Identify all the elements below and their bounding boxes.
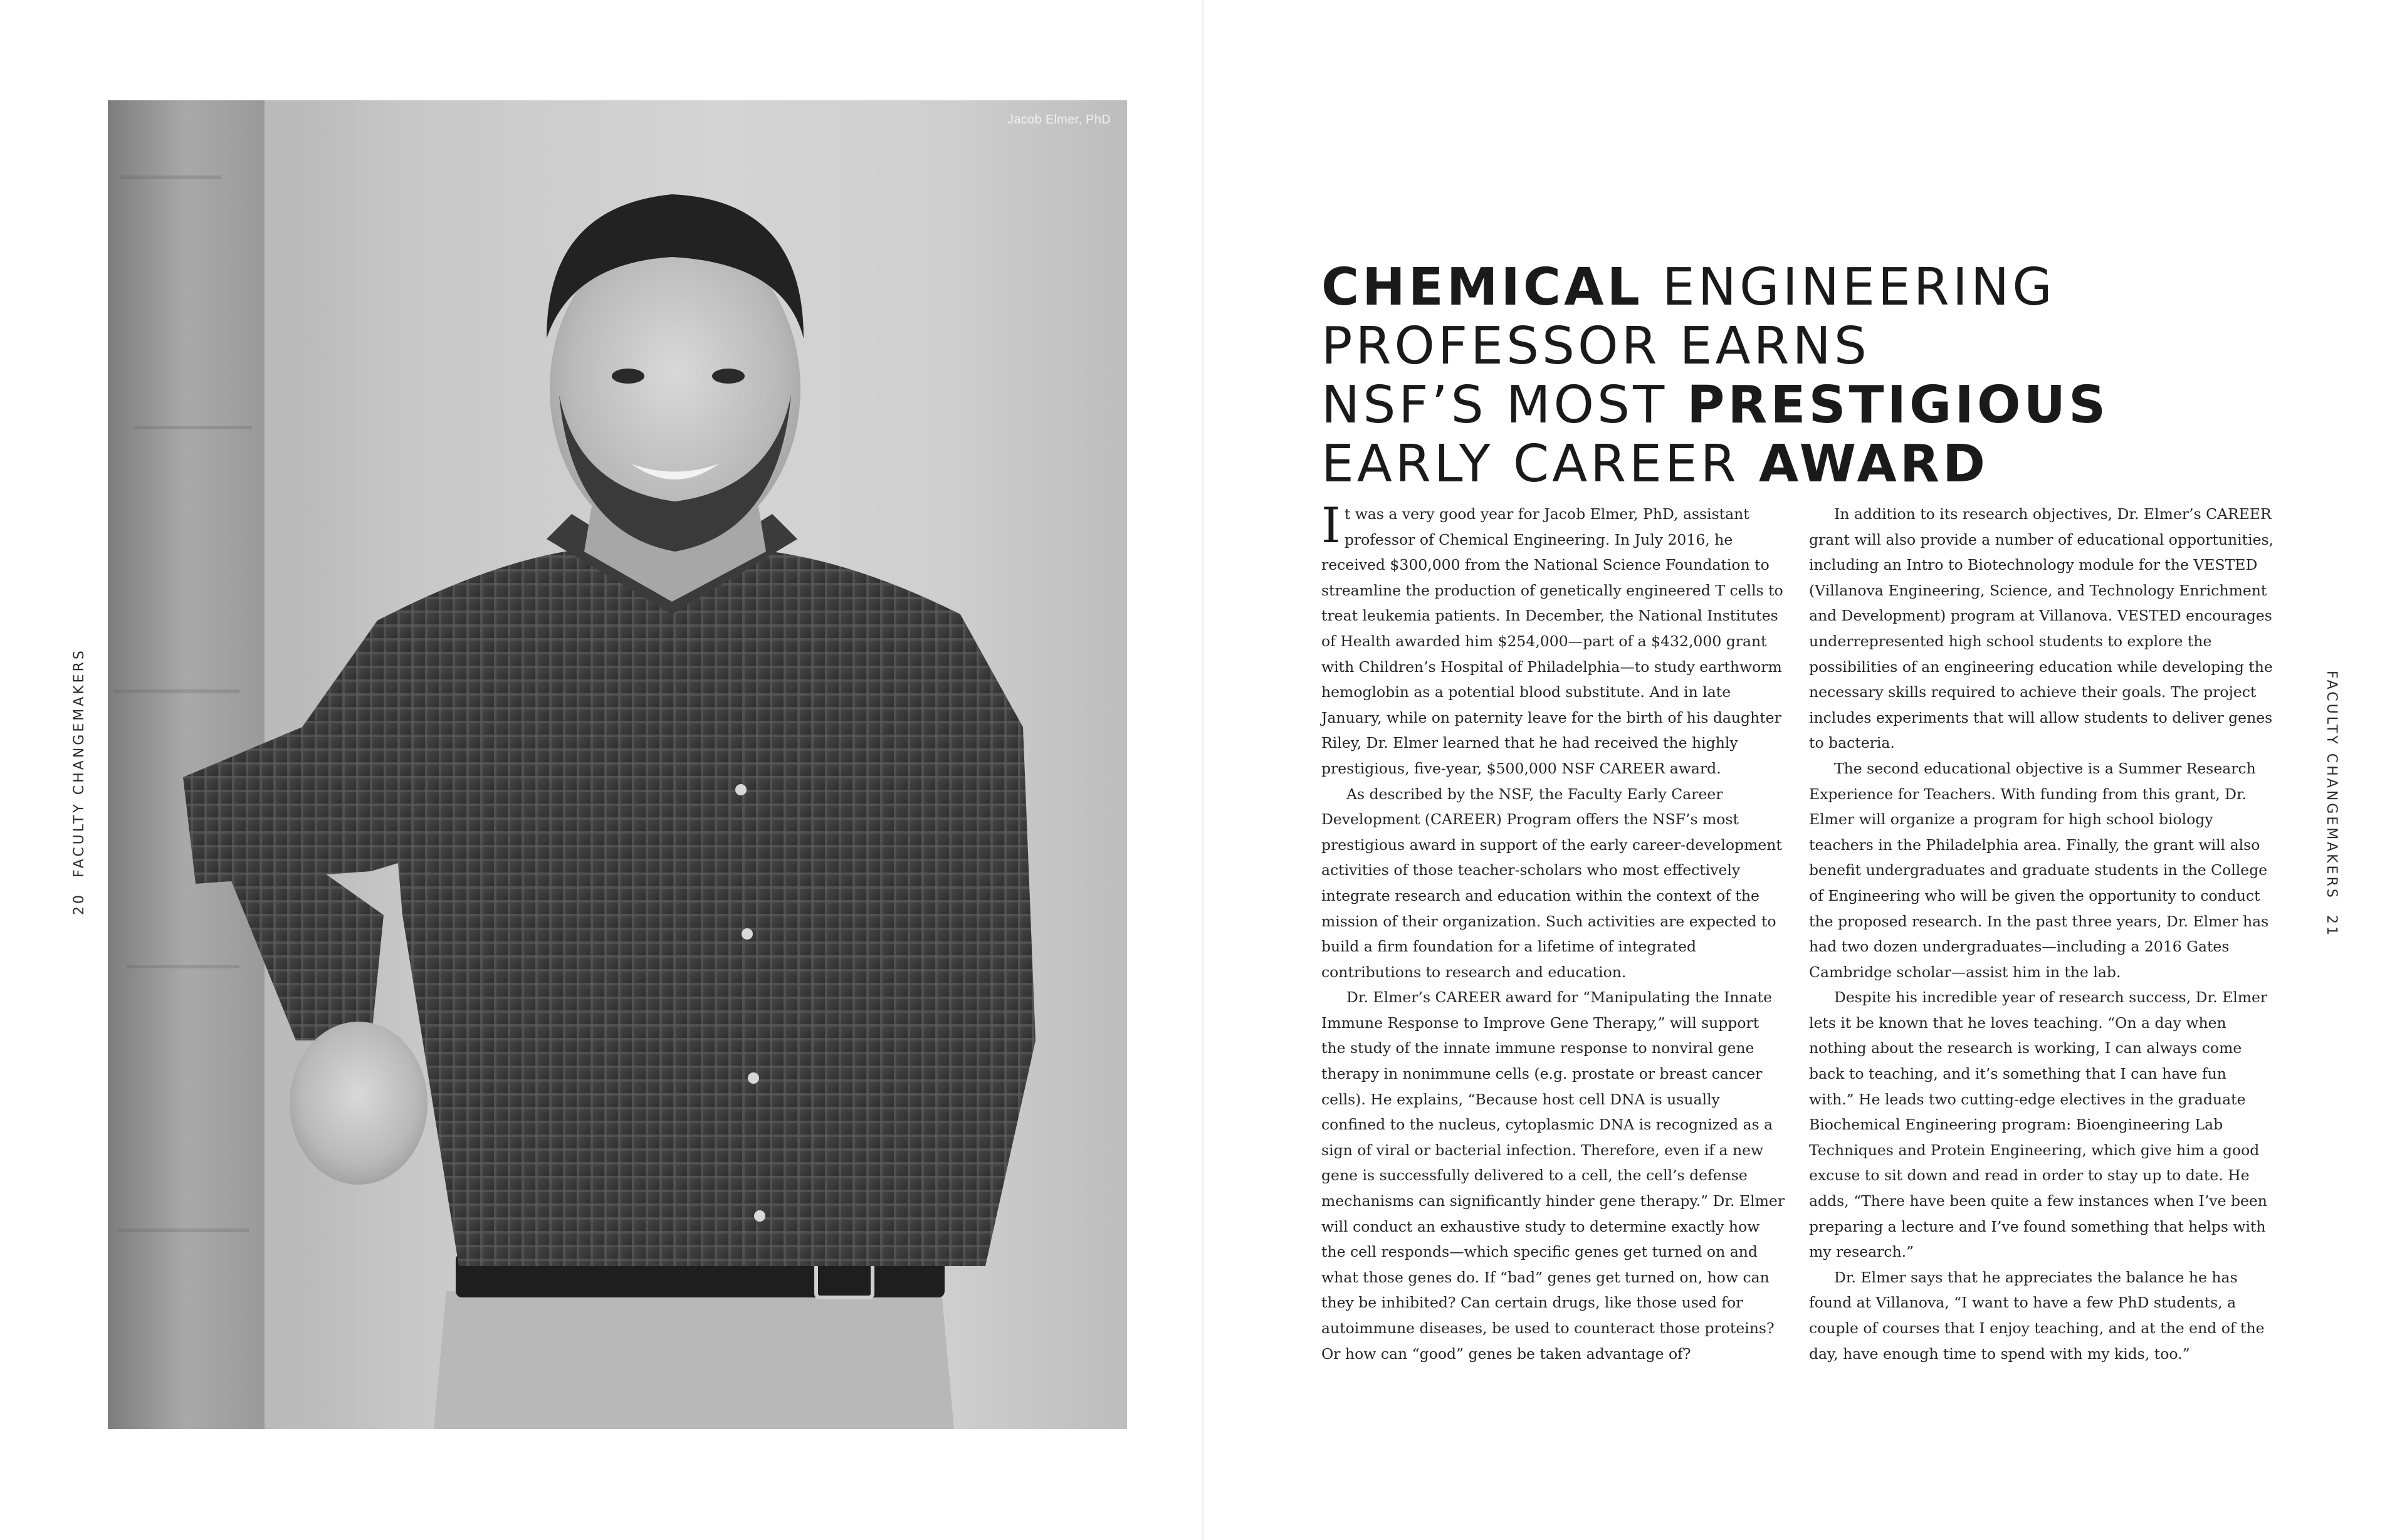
headline-text-early-career: EARLY CAREER [1321, 434, 1759, 494]
article-column-left [1321, 498, 1786, 1366]
headline-bold-chemical: CHEMICAL [1321, 258, 1643, 317]
paragraph-3: Dr. Elmer’s CAREER award for “Manipulating the Innate Immune Response to Improve Gene Therapy,” will support the study of the innate immune response to nonviral gene therapy in nonimmune cells (e.g. prostate or breast cancer cells). He explains, “Because host cell DNA is usually confined to the nucleus, cytoplasmic DNA is recognized as a sign of viral or bacterial infection. Therefore, even if a new gene is successfully delivered to a cell, the cell’s defense mechanisms can significantly hinder gene therapy.” Dr. Elmer will conduct an exhaustive study to determine exactly how the cell responds—which specific genes get turned on and what those genes do. If “bad” genes get turned on, how can they be inhibited? Can certain drugs, like those used for autoimmune diseases, be used to counteract those proteins? Or how can “good” genes be taken advantage of? [1321, 988, 1785, 1363]
article-headline [1321, 258, 2299, 494]
paragraph-4: In addition to its research objectives, Dr. Elmer’s CAREER grant will also provide a number of educational opportunities, including an Intro to Biotechnology module for the VESTED (Villanova Engineering, Science, and Technology Enrichment and Development) program at Villanova. VESTED encourages underrepresented high school students to explore the possibilities of an engineering education while developing the necessary skills required to achieve their goals. The project includes experiments that will allow students to deliver genes to bacteria. [1809, 505, 2274, 752]
headline-text-engineering: ENGINEERING [1642, 258, 2055, 317]
article-column-right [1809, 501, 2274, 1366]
section-label-right: FACULTY CHANGEMAKERS [2324, 671, 2339, 900]
photo-credit: Jacob Elmer, PhD [1007, 113, 1111, 127]
page-gutter [1202, 0, 1204, 1540]
section-label-left: FACULTY CHANGEMAKERS [71, 648, 87, 877]
right-page-folio [2324, 671, 2339, 938]
paragraph-7: Dr. Elmer says that he appreciates the balance he has found at Villanova, “I want to have a few PhD students, a couple of courses that I enjoy teaching, and at the end of the day, have enough time to spend with my kids, too.” [1809, 1268, 2265, 1363]
headline-line-4 [1321, 435, 2299, 494]
paragraph-2: As described by the NSF, the Faculty Early Career Development (CAREER) Program offers the NSF’s most prestigious award in support of the early career-development activities of those teacher-scholars who most effectively integrate research and education within the context of the mission of their organization. Such activities are expected to build a firm foundation for a lifetime of integrated contributions to research and education. [1321, 785, 1782, 981]
paragraph-1-text: t was a very good year for Jacob Elmer, PhD, assistant professor of Chemical Engineering. In July 2016, he received $300,000 from the National Science Foundation to streamline the production of genetically engineered T cells to treat leukemia patients. In December, the National Institutes of Health awarded him $254,000—part of a $432,000 grant with Children’s Hospital of Philadelphia—to study earthworm hemoglobin as a potential blood substitute. And in late January, while on paternity leave for the birth of his daughter Riley, Dr. Elmer learned that he had received the highly prestigious, five-year, $500,000 NSF CAREER award. [1321, 505, 1783, 777]
headline-bold-prestigious: PRESTIGIOUS [1687, 375, 2109, 435]
paragraph-6: Despite his incredible year of research success, Dr. Elmer lets it be known that he loves teaching. “On a day when nothing about the research is working, I can always come back to teaching, and it’s something that I can have fun with.” He leads two cutting-edge electives in the graduate Biochemical Engineering program: Bioengineering Lab Techniques and Protein Engineering, which give him a good excuse to sit down and read in order to stay up to date. He adds, “There have been quite a few instances when I’ve been preparing a lecture and I’ve found something that helps with my research.” [1809, 988, 2268, 1261]
left-page-folio [71, 648, 87, 915]
paragraph-5: The second educational objective is a Summer Research Experience for Teachers. With funding from this grant, Dr. Elmer will organize a program for high school biology teachers in the Philadelphia area. Finally, the grant will also benefit undergraduates and graduate students in the College of Engineering who will be given the opportunity to conduct the proposed research. In the past three years, Dr. Elmer has had two dozen undergraduates—including a 2016 Gates Cambridge scholar—assist him in the lab. [1809, 759, 2269, 981]
headline-text-nsf: NSF’S MOST [1321, 375, 1687, 435]
portrait-illustration [108, 100, 1127, 1429]
headline-line-1 [1321, 258, 2299, 317]
headline-bold-award: AWARD [1758, 434, 1989, 494]
portrait-photo [108, 100, 1127, 1429]
page-number-left: 20 [71, 893, 87, 915]
headline-line-3 [1321, 376, 2299, 435]
page-number-right: 21 [2324, 914, 2339, 938]
drop-cap: I [1321, 498, 1341, 554]
paragraph-1 [1321, 498, 1786, 782]
headline-line-2: PROFESSOR EARNS [1321, 317, 1870, 376]
